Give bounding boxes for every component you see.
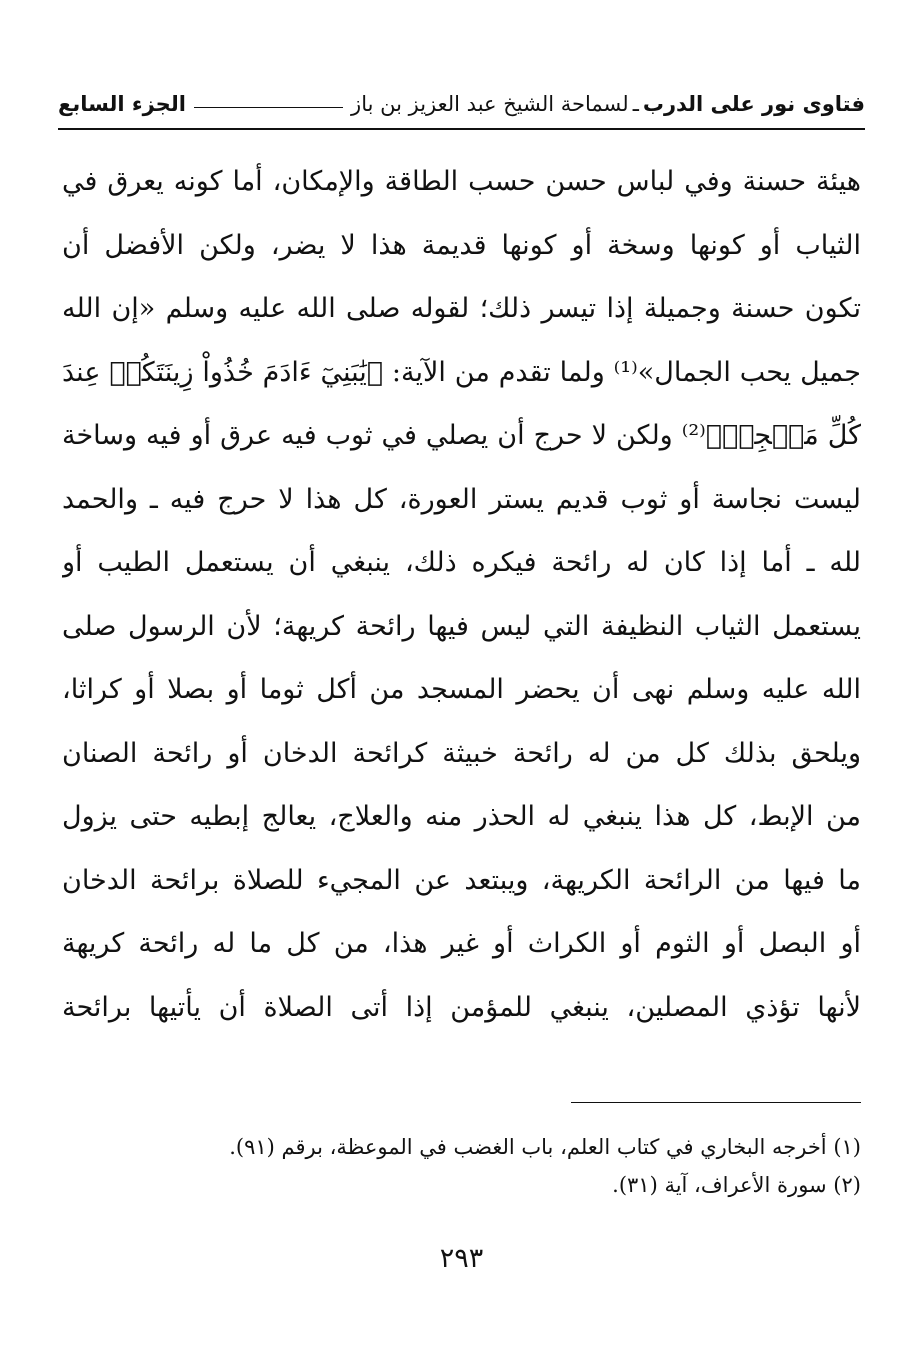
footnote-2: (٢) سورة الأعراف، آية (٣١).: [612, 1173, 861, 1197]
header-separator: ـ: [632, 92, 639, 116]
body-line: لأنها تؤذي المصلين، ينبغي للمؤمن إذا أتى الصلاة أن يأتيها برائحة: [62, 991, 861, 1023]
body-line: كُلِّ مَسۡجِدٖ﴾⁽²⁾ ولكن لا حرج أن يصلي في ثوب فيه عرق أو فيه وساخة: [62, 420, 861, 451]
header-author: لسماحة الشيخ عبد العزيز بن باز: [351, 92, 629, 116]
body-line: جميل يحب الجمال»⁽¹⁾ ولما تقدم من الآية: ﴿يَٰبَنِيٓ ءَادَمَ خُذُواْ زِينَتَكُمۡ عِندَ: [62, 356, 861, 388]
body-line: من الإبط، كل هذا ينبغي له الحذر منه والعلاج، يعالج إبطيه حتى يزول: [62, 801, 861, 832]
body-line: لله ـ أما إذا كان له رائحة فيكره ذلك، ينبغي أن يستعمل الطيب أو: [62, 547, 861, 578]
header-volume: الجزء السابع: [58, 92, 186, 116]
header-book-title: فتاوى نور على الدرب: [642, 92, 865, 116]
footnote-1: (١) أخرجه البخاري في كتاب العلم، باب الغضب في الموعظة، برقم (٩١).: [229, 1135, 861, 1159]
page-number: ٢٩٣: [439, 1243, 484, 1274]
body-line: ما فيها من الرائحة الكريهة، ويبتعد عن المجيء للصلاة برائحة الدخان: [62, 864, 861, 896]
body-line: ليست نجاسة أو ثوب قديم يستر العورة، كل هذا لا حرج فيه ـ والحمد: [62, 483, 861, 515]
body-line: هيئة حسنة وفي لباس حسن حسب الطاقة والإمكان، أما كونه يعرق في: [62, 166, 861, 197]
body-line: الثياب أو كونها وسخة أو كونها قديمة هذا لا يضر، ولكن الأفضل أن: [62, 229, 861, 261]
running-header: [58, 86, 865, 122]
body-line: يستعمل الثياب النظيفة التي ليس فيها رائحة كريهة؛ لأن الرسول صلى: [62, 610, 861, 642]
body-line: الله عليه وسلم نهى أن يحضر المسجد من أكل ثوما أو بصلا أو كراثا،: [62, 674, 861, 705]
body-line: ويلحق بذلك كل من له رائحة خبيثة كرائحة الدخان أو رائحة الصنان: [62, 737, 861, 769]
body-line: تكون حسنة وجميلة إذا تيسر ذلك؛ لقوله صلى الله عليه وسلم «إن الله: [62, 293, 861, 324]
header-dash-rule: [194, 107, 343, 108]
footnote-separator: [571, 1102, 861, 1103]
header-underline: [58, 128, 865, 130]
footnotes: [62, 1128, 861, 1204]
body-line: أو البصل أو الثوم أو الكراث أو غير هذا، من كل ما له رائحة كريهة: [62, 928, 861, 959]
body-text: [62, 150, 861, 1039]
